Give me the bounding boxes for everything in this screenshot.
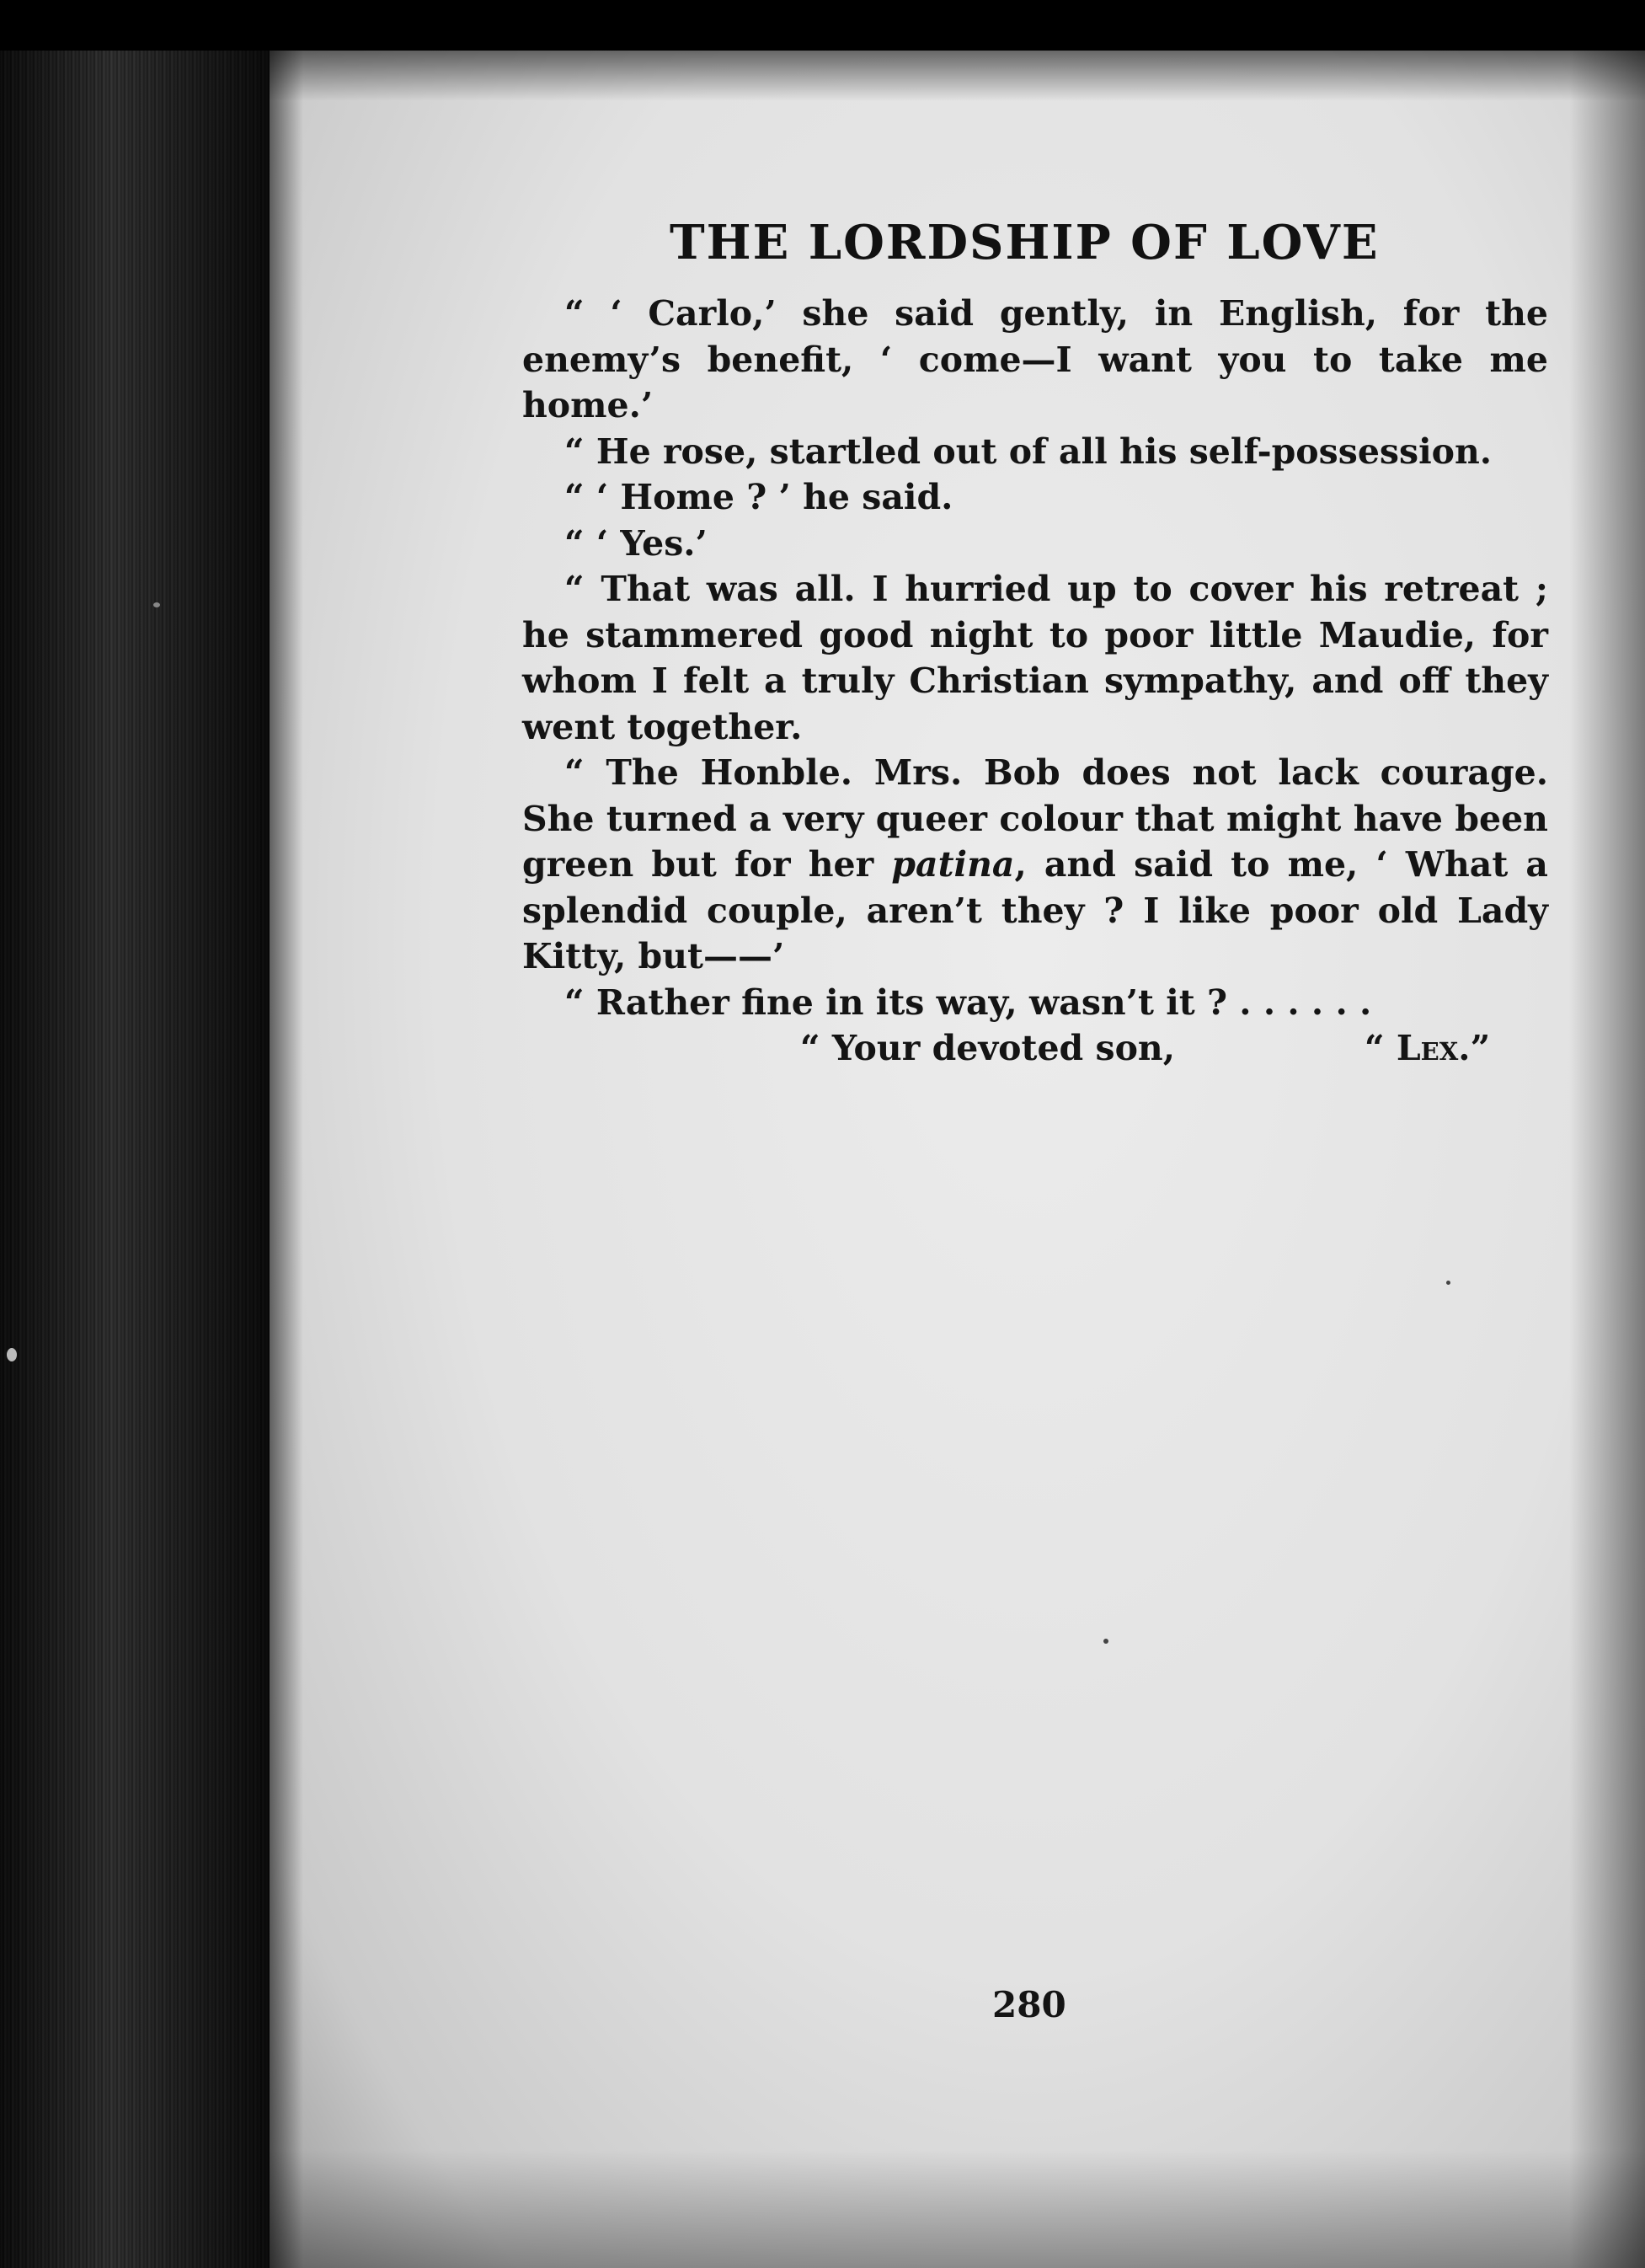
paragraph: “ Rather fine in its way, wasn’t it ? . . . . . . bbox=[564, 982, 1372, 1023]
letter-signoff bbox=[522, 1025, 1548, 1071]
signature: “ Lex.” bbox=[1365, 1028, 1491, 1068]
paragraph: “ ‘ Yes.’ bbox=[564, 522, 708, 564]
paragraph: “ He rose, startled out of all his self-possession. bbox=[564, 431, 1493, 472]
italic-word: patina bbox=[891, 844, 1015, 885]
page-gutter-shadow bbox=[270, 51, 303, 2268]
paragraph: “ That was all. I hurried up to cover his retreat ; he stammered good night to poor little Maudie, for whom I felt a truly Christian sympathy, and off they went together. bbox=[522, 569, 1548, 747]
book-edge-shading bbox=[0, 51, 278, 2268]
body-text bbox=[522, 291, 1548, 1071]
paragraph: “ ‘ Carlo,’ she said gently, in English, for the enemy’s benefit, ‘ come—I want you to take me home.’ bbox=[522, 293, 1548, 425]
page-right-shadow bbox=[1569, 51, 1645, 2268]
paragraph: “ ‘ Home ? ’ he said. bbox=[564, 477, 953, 517]
page-number: 280 bbox=[992, 1984, 1066, 2025]
running-head: THE LORDSHIP OF LOVE bbox=[670, 215, 1380, 270]
paragraph-text: “ The Honble. Mrs. Bob does not lack courage. She turned a very queer colour that might have been green but for her bbox=[522, 752, 1548, 885]
paragraph bbox=[522, 750, 1548, 980]
valediction: “ Your devoted son, bbox=[800, 1028, 1175, 1068]
page-bottom-shadow bbox=[270, 2150, 1645, 2268]
paragraph-text: , and said to me, ‘ What a splendid couple, aren’t they ? I like poor old Lady Kitty, but——’ bbox=[522, 844, 1548, 976]
page-top-shadow bbox=[270, 51, 1645, 101]
